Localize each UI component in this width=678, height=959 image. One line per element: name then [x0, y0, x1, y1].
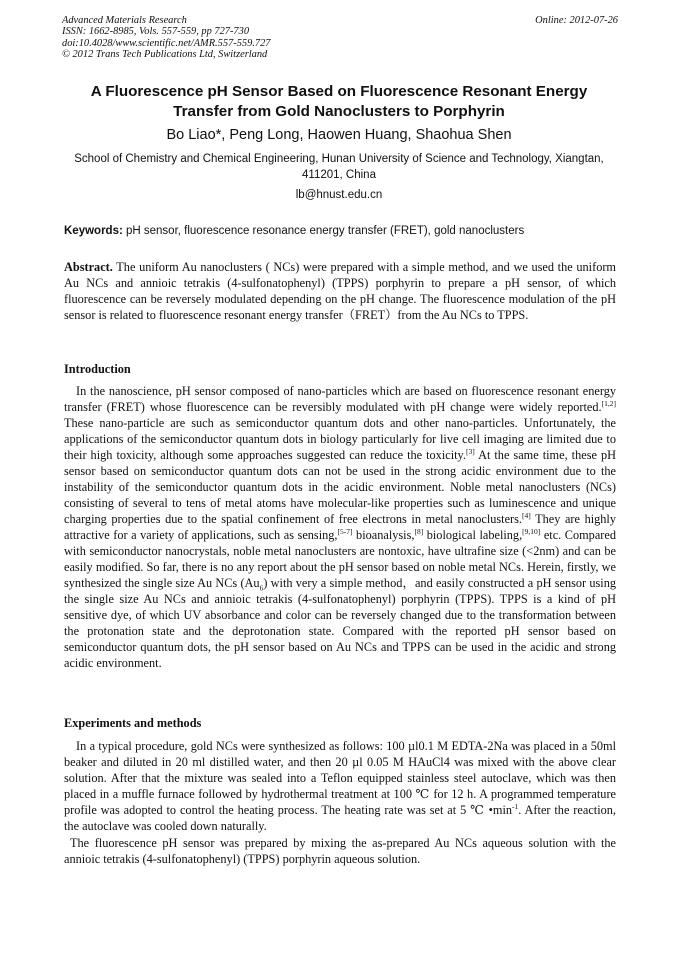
abstract-text: The uniform Au nanoclusters ( NCs) were prepared with a simple method, and we used the uniform Au NCs and annioic tetrakis (4-sulfonatophenyl) (TPPS) porphyrin to prepare a pH sensor, of which fluorescence can be reversely modulated depending on the pH change. The fluorescence modulation of the pH sensor is related to fluorescence resonant energy transfer（FRET）from the Au NCs to TPPS. — [64, 260, 616, 322]
introduction-heading: Introduction — [64, 362, 131, 376]
online-date: Online: 2012-07-26 — [535, 15, 618, 26]
citation: [3] — [465, 446, 475, 456]
paper-title: A Fluorescence pH Sensor Based on Fluorescence Resonant Energy Transfer from Gold Nanoclusters to Porphyrin — [90, 83, 588, 120]
experiments-paragraph-1 — [64, 738, 616, 834]
introduction-paragraph — [64, 383, 616, 671]
abstract-label: Abstract. — [64, 260, 113, 274]
intro-text: ) with very a simple method，and easily constructed a pH sensor using the single size Au NCs and annioic tetrakis (4-sulfonatophenyl) porphyrin (TPPS). TPPS is a kind of pH sensitive dye, of which UV absorbance and color can be reversely changed due to the transformation between the protonation state and the deprotonation state. Compared with the reported pH sensor based on semiconductor quantum dots, the pH sensor based on Au NCs and TPPS can be used in the acidic and strong acidic environment. — [64, 576, 616, 670]
journal-header — [62, 15, 618, 61]
abstract — [64, 259, 616, 323]
intro-text: biological labeling, — [423, 528, 523, 542]
superscript: -1 — [512, 801, 519, 811]
author-email: lb@hnust.edu.cn — [295, 189, 383, 201]
journal-name: Advanced Materials Research — [62, 15, 187, 26]
exp-text: In a typical procedure, gold NCs were synthesized as follows: 100 µl0.1 M EDTA-2Na was placed in a 50ml beaker and diluted in 20 ml distilled water, and then 20 µl 0.05 M HAuCl4 was mixed with the above clear solution. After that the mixture was sealed into a Teflon equipped stainless steel autoclave, which was then placed in a muffle furnace followed by hydrothermal treatment at 100 ℃ for 12 h. A programmed temperature profile was adopted to control the heating process. The heating rate was set at 5 ℃ •min — [64, 739, 616, 817]
experiments-paragraph-2: The fluorescence pH sensor was prepared by mixing the as-prepared Au NCs aqueous solution with the annioic tetrakis (4-sulfonatophenyl) (TPPS) porphyrin aqueous solution. — [64, 836, 616, 866]
experiments-heading: Experiments and methods — [64, 716, 202, 730]
keywords-text: pH sensor, fluorescence resonance energy transfer (FRET), gold nanoclusters — [122, 225, 525, 237]
exp-text: . After the reaction, the autoclave was cooled down naturally. — [64, 803, 616, 833]
intro-text: In the nanoscience, pH sensor composed of nano-particles which are based on fluorescence resonant energy transfer (FRET) whose fluorescence can be reversibly modulated with pH change were widely reported. — [64, 384, 616, 414]
citation: [9,10] — [522, 526, 541, 536]
keywords — [64, 223, 616, 239]
keywords-label: Keywords: — [64, 225, 123, 237]
author-list: Bo Liao*, Peng Long, Haowen Huang, Shaohua Shen — [166, 127, 512, 143]
subscript: 6 — [259, 583, 264, 593]
intro-text: These nano-particle are such as semiconductor quantum dots and other nano-particles. Unfortunately, the applications of the semiconductor quantum dots in biology particularly for live cell imaging are limited due to their high toxicity, although some approaches suggested can reduce the toxicity. — [64, 416, 616, 462]
intro-text: etc. Compared with semiconductor nanocrystals, noble metal nanoclusters are nontoxic, have ultrafine size (<2nm) and can be easily modified. So far, there is no any report about the pH sensor based on noble metal NCs. Herein, firstly, we synthesized the single size Au NCs (Au — [64, 528, 616, 590]
citation: [8] — [414, 526, 424, 536]
journal-doi: doi:10.4028/www.scientific.net/AMR.557-559.727 — [62, 37, 271, 49]
intro-text: At the same time, these pH sensor based on semiconductor quantum dots can not be used in the strong acidic environment due to the instability of the semiconductor quantum dots in the acidic environment. Noble metal nanoclusters (NCs) consisting of several to tens of metal atoms have molecular-like properties such as luminescence and unique charging properties due to the spatial confinement of free electrons in metal nanoclusters. — [64, 448, 616, 526]
citation: [4] — [522, 510, 531, 520]
journal-copyright: © 2012 Trans Tech Publications Ltd, Switzerland — [62, 49, 268, 61]
journal-issn: ISSN: 1662-8985, Vols. 557-559, pp 727-730 — [62, 26, 250, 38]
intro-text: bioanalysis, — [352, 528, 415, 542]
citation: [5-7] — [337, 526, 353, 536]
citation: [1,2] — [601, 398, 616, 408]
author-affiliation: School of Chemistry and Chemical Engineering, Hunan University of Science and Technology, Xiangtan, 411201, China — [74, 153, 604, 181]
intro-text: They are highly attractive for a variety of applications, such as sensing, — [64, 512, 616, 542]
